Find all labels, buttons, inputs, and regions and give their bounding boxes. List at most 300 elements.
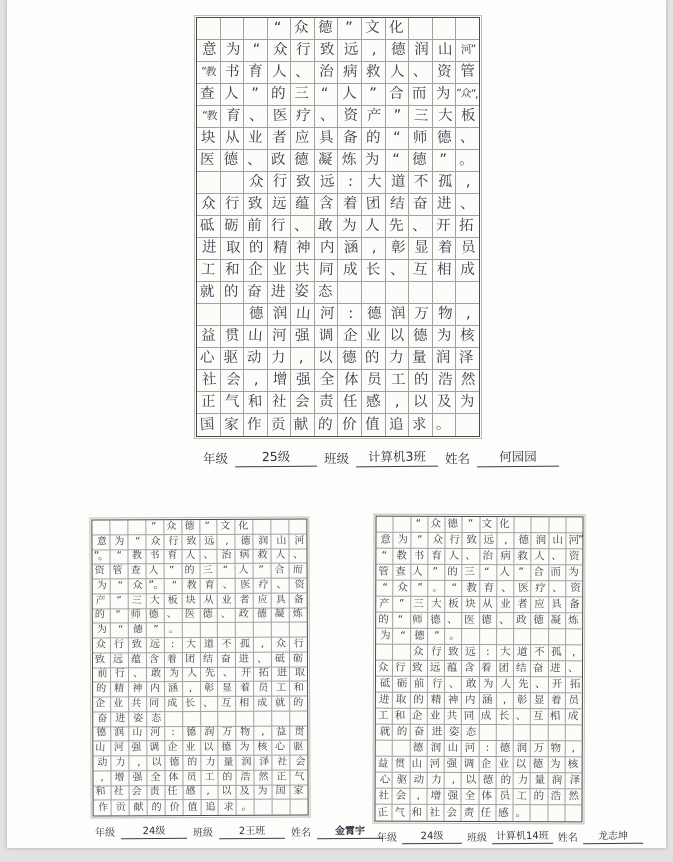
handwritten-character: 感 xyxy=(365,393,382,411)
handwritten-character: 、 xyxy=(535,678,546,691)
handwritten-character: 不 xyxy=(534,646,545,659)
grid-cell xyxy=(254,593,272,608)
grid-cell xyxy=(290,667,307,682)
grid-cell xyxy=(428,581,445,597)
grid-cell xyxy=(92,520,110,535)
grid-cell xyxy=(165,638,183,653)
handwritten-character: 神 xyxy=(296,240,311,257)
grid-cell xyxy=(386,172,410,194)
handwritten-character: 求 xyxy=(223,801,234,813)
grid-cell xyxy=(93,609,111,624)
grid-cell xyxy=(480,597,497,613)
grid-cell xyxy=(221,326,245,348)
grid-cell xyxy=(462,757,479,773)
manuscript-row xyxy=(93,593,307,609)
handwritten-character: 合 xyxy=(388,86,404,103)
handwritten-character: “ xyxy=(321,86,330,103)
manuscript-row xyxy=(376,597,582,614)
grid-cell xyxy=(164,623,182,638)
grid-cell xyxy=(268,414,292,436)
grid-cell xyxy=(218,608,236,623)
grid-cell xyxy=(290,579,307,594)
handwritten-character: , xyxy=(503,694,507,707)
grid-cell xyxy=(291,106,315,128)
grid-cell xyxy=(362,18,386,40)
handwritten-character: 为 xyxy=(169,668,180,680)
grid-cell xyxy=(218,535,236,550)
grid-cell xyxy=(338,216,362,238)
handwritten-character: 资 xyxy=(343,108,358,125)
paper-footer-bottom-left xyxy=(95,822,383,839)
handwritten-character: 进 xyxy=(378,693,390,707)
grid-cell xyxy=(497,581,514,597)
grid-cell xyxy=(200,623,218,638)
grid-cell xyxy=(532,581,549,597)
grid-cell xyxy=(244,106,268,128)
name-label: 姓名 xyxy=(445,452,471,466)
grid-cell xyxy=(362,216,386,238)
handwritten-character: 润 xyxy=(241,756,252,768)
grid-cell xyxy=(315,238,339,260)
handwritten-character: 德 xyxy=(411,151,427,169)
grid-cell xyxy=(566,629,582,645)
handwritten-character: 气 xyxy=(293,770,305,783)
grid-cell xyxy=(244,348,268,370)
grid-cell xyxy=(128,579,146,594)
grid-cell xyxy=(409,150,433,172)
grid-cell xyxy=(462,709,479,725)
grid-cell xyxy=(513,805,530,821)
grid-cell xyxy=(566,661,582,677)
grid-cell xyxy=(182,549,200,564)
grid-cell xyxy=(272,608,290,623)
handwritten-character: 孤 xyxy=(551,646,563,659)
handwritten-character: , xyxy=(466,174,472,191)
grid-cell xyxy=(183,800,201,815)
handwritten-character: 块 xyxy=(465,597,477,611)
handwritten-character: 心 xyxy=(379,773,391,787)
grid-cell xyxy=(183,771,201,786)
grid-cell xyxy=(183,756,201,771)
grid-cell xyxy=(409,414,433,436)
handwritten-character: 者 xyxy=(239,594,250,606)
manuscript-row xyxy=(376,677,582,694)
handwritten-character: 浩 xyxy=(550,790,562,803)
handwritten-character: 德 xyxy=(220,741,232,754)
handwritten-character: 河 xyxy=(150,727,161,739)
handwritten-character: 彰 xyxy=(390,240,406,257)
handwritten-character: 员 xyxy=(366,372,382,389)
handwritten-character: 教 xyxy=(466,582,478,595)
grid-cell xyxy=(291,150,315,172)
grid-cell xyxy=(93,565,111,580)
grid-cell xyxy=(164,564,182,579)
grid-cell xyxy=(433,370,457,392)
handwritten-character: 价 xyxy=(169,801,180,813)
handwritten-character: 企 xyxy=(248,262,263,279)
manuscript-row xyxy=(197,18,479,40)
grid-cell xyxy=(386,194,410,216)
grade-label: 年级 xyxy=(95,828,115,839)
handwritten-character: 润 xyxy=(258,535,269,547)
grid-cell xyxy=(548,677,565,693)
grid-cell xyxy=(128,535,146,550)
handwritten-character: 强 xyxy=(295,328,310,345)
manuscript-row xyxy=(197,84,479,106)
handwritten-character: 医 xyxy=(272,107,288,125)
handwritten-character: 追 xyxy=(388,416,404,434)
grid-cell xyxy=(244,18,268,40)
handwritten-character: 社 xyxy=(429,806,440,819)
grid-cell xyxy=(221,304,245,326)
handwritten-character: , xyxy=(451,774,456,787)
handwritten-character: 师 xyxy=(130,609,142,621)
grid-cell xyxy=(548,789,565,805)
handwritten-character: 德 xyxy=(447,517,459,531)
grid-cell xyxy=(244,194,268,216)
grid-cell xyxy=(411,533,428,549)
handwritten-character: 员 xyxy=(186,771,197,783)
handwritten-character: 为 xyxy=(435,85,451,103)
grid-cell xyxy=(221,18,245,40)
handwritten-character: 物 xyxy=(550,742,562,755)
handwritten-character: 着 xyxy=(342,196,358,213)
grid-cell xyxy=(433,84,457,106)
handwritten-character: 敢 xyxy=(317,217,333,235)
handwritten-character: 、 xyxy=(294,63,311,81)
handwritten-character: 物 xyxy=(240,727,251,739)
manuscript-row xyxy=(197,216,479,238)
handwritten-character: 力 xyxy=(388,349,404,367)
handwritten-character: 共 xyxy=(294,261,311,279)
grid-cell xyxy=(566,677,582,693)
grid-cell xyxy=(514,773,531,789)
grid-cell xyxy=(182,564,200,579)
grid-cell xyxy=(200,535,218,550)
handwritten-character: 山 xyxy=(295,305,312,323)
handwritten-character: 、 xyxy=(166,609,178,621)
grid-cell xyxy=(93,697,111,712)
handwritten-character: 心 xyxy=(199,349,215,367)
grid-cell xyxy=(409,216,433,238)
grid-cell xyxy=(315,282,339,304)
grid-cell xyxy=(445,773,462,789)
grid-cell xyxy=(273,785,291,800)
grid-cell xyxy=(236,653,254,668)
name-value: 金霄宇 xyxy=(317,822,383,840)
grid-cell xyxy=(386,106,410,128)
grid-cell xyxy=(291,800,308,815)
handwritten-character: 体 xyxy=(481,790,493,803)
handwritten-character: 量 xyxy=(223,756,234,768)
manuscript-row xyxy=(93,741,307,757)
grid-cell xyxy=(273,756,291,771)
handwritten-character: ” xyxy=(258,564,265,576)
handwritten-character: 德 xyxy=(184,520,195,533)
scanned-page xyxy=(7,0,666,848)
handwritten-character: 开 xyxy=(240,668,252,680)
grid-cell xyxy=(236,608,254,623)
handwritten-character: 万 xyxy=(413,305,430,323)
grid-cell xyxy=(531,661,548,677)
handwritten-character: 成 xyxy=(567,710,579,723)
handwritten-character: 润 xyxy=(535,534,547,547)
handwritten-character: “ xyxy=(416,533,424,547)
grid-cell xyxy=(497,629,514,645)
handwritten-character: 值 xyxy=(365,416,380,433)
manuscript-row xyxy=(376,581,582,598)
grid-cell xyxy=(480,645,497,661)
class-label: 班级 xyxy=(193,828,213,839)
handwritten-character: 众 xyxy=(248,174,264,191)
handwritten-character: 人 xyxy=(534,550,546,563)
grid-cell xyxy=(290,549,307,564)
handwritten-character: 道 xyxy=(390,174,406,191)
handwritten-character: 含 xyxy=(149,653,160,665)
handwritten-character: “教 xyxy=(201,108,217,123)
grid-cell xyxy=(110,520,128,535)
handwritten-character: 力 xyxy=(115,757,127,769)
grid-cell xyxy=(462,629,479,645)
grid-cell xyxy=(272,652,290,667)
grid-cell xyxy=(428,613,445,629)
handwritten-character: 蕴 xyxy=(446,661,458,675)
grid-cell xyxy=(291,18,315,40)
handwritten-character: ” xyxy=(116,594,123,607)
handwritten-character: 的 xyxy=(184,565,195,577)
manuscript-row xyxy=(376,725,582,742)
grid-cell xyxy=(565,725,581,741)
grid-cell xyxy=(200,594,218,609)
handwritten-character: 态 xyxy=(317,284,333,301)
handwritten-character: 意 xyxy=(96,536,107,548)
grid-cell xyxy=(129,668,147,683)
grid-cell xyxy=(497,645,514,661)
grid-cell xyxy=(548,661,565,677)
handwritten-character: ” xyxy=(250,85,259,103)
handwritten-character: 同 xyxy=(463,710,475,723)
grid-cell xyxy=(548,709,565,725)
handwritten-character: 和 xyxy=(224,262,240,279)
handwritten-character: 开 xyxy=(552,678,563,691)
handwritten-character: “ xyxy=(399,629,406,643)
grid-cell xyxy=(291,194,315,216)
handwritten-character: 显 xyxy=(414,240,429,257)
handwritten-character: 任 xyxy=(167,786,178,798)
grid-cell xyxy=(147,609,165,624)
handwritten-character: 德 xyxy=(148,609,160,621)
handwritten-character: 远 xyxy=(204,535,215,547)
grid-cell xyxy=(221,172,245,194)
grid-cell xyxy=(338,282,362,304)
grid-cell xyxy=(244,260,268,282)
handwritten-character: 力 xyxy=(270,349,286,367)
handwritten-character: 感 xyxy=(498,806,509,819)
grid-cell xyxy=(268,106,292,128)
grid-cell xyxy=(386,370,410,392)
handwritten-character: : xyxy=(347,174,354,191)
grid-cell xyxy=(183,785,201,800)
grid-cell xyxy=(376,613,393,629)
grid-cell xyxy=(549,613,566,629)
grid-cell xyxy=(393,613,410,629)
handwritten-character: 为 xyxy=(483,678,495,691)
handwritten-character: 互 xyxy=(532,710,544,723)
manuscript-row xyxy=(93,638,307,654)
handwritten-character: ” xyxy=(204,520,211,532)
grid-cell xyxy=(565,773,581,789)
handwritten-character: 的 xyxy=(500,774,511,787)
grid-cell xyxy=(290,608,307,623)
handwritten-character: 、 xyxy=(460,129,476,147)
grid-cell xyxy=(268,238,292,260)
grid-cell xyxy=(409,172,433,194)
grid-cell xyxy=(244,150,268,172)
handwritten-character: 动 xyxy=(246,350,262,367)
grid-cell xyxy=(497,597,514,613)
handwritten-character: 政 xyxy=(270,151,286,169)
grid-cell xyxy=(386,348,410,370)
handwritten-character: 泽 xyxy=(258,756,270,768)
grade-value: 24级 xyxy=(402,827,462,845)
grid-cell xyxy=(549,565,566,581)
handwritten-character: 。 xyxy=(168,624,180,636)
grid-cell xyxy=(456,172,479,194)
grid-cell xyxy=(497,517,514,533)
grid-cell xyxy=(411,613,428,629)
manuscript-row xyxy=(376,709,582,726)
grid-cell xyxy=(514,661,531,677)
handwritten-character: 板 xyxy=(461,108,477,125)
handwritten-character: 成 xyxy=(480,710,493,723)
grid-cell xyxy=(445,565,462,581)
grid-cell xyxy=(315,414,339,436)
grid-cell xyxy=(290,564,307,579)
grid-cell xyxy=(514,645,531,661)
grid-cell xyxy=(268,18,292,40)
handwritten-character: 成 xyxy=(460,262,475,279)
grid-cell xyxy=(197,128,221,150)
grid-cell xyxy=(254,652,272,667)
grid-cell xyxy=(496,757,513,773)
handwritten-character: 为 xyxy=(96,580,108,592)
grid-cell xyxy=(291,370,315,392)
grid-cell xyxy=(94,786,112,801)
handwritten-character: 众 xyxy=(431,533,443,547)
manuscript-row xyxy=(197,62,479,84)
grid-cell xyxy=(338,172,362,194)
grid-cell xyxy=(244,304,268,326)
manuscript-row xyxy=(376,773,582,790)
handwritten-character: 取 xyxy=(395,693,407,707)
handwritten-character: 山 xyxy=(275,535,287,547)
grid-cell xyxy=(456,40,479,62)
handwritten-character: 的 xyxy=(96,683,107,695)
handwritten-character: 德 xyxy=(249,306,264,323)
grid-cell xyxy=(290,711,307,726)
grid-cell xyxy=(147,682,165,697)
grid-cell xyxy=(433,194,457,216)
handwritten-character: 三 xyxy=(464,566,476,579)
grid-cell xyxy=(386,282,410,304)
grid-cell xyxy=(479,677,496,693)
grid-cell xyxy=(445,613,462,629)
handwritten-character: 师 xyxy=(412,613,424,627)
handwritten-character: 、 xyxy=(220,609,231,621)
grid-cell xyxy=(394,549,411,565)
manuscript-row xyxy=(376,613,582,630)
grid-cell xyxy=(462,661,479,677)
manuscript-row xyxy=(93,623,307,639)
handwritten-character: 驱 xyxy=(292,741,304,753)
handwritten-character: 救 xyxy=(516,550,529,563)
grid-cell xyxy=(566,645,582,661)
grid-cell xyxy=(237,785,255,800)
grid-cell xyxy=(531,773,548,789)
grade-value: 24级 xyxy=(121,822,187,840)
grid-cell xyxy=(427,757,444,773)
grid-cell xyxy=(445,629,462,645)
handwritten-character: 进 xyxy=(436,196,452,213)
handwritten-character: 河” xyxy=(460,42,477,57)
grid-cell xyxy=(218,594,236,609)
grid-cell xyxy=(254,623,272,638)
grid-cell xyxy=(291,238,315,260)
handwritten-character: 同 xyxy=(318,261,334,279)
grid-cell xyxy=(338,238,362,260)
handwritten-character: 的 xyxy=(365,130,381,147)
handwritten-character: 进 xyxy=(276,667,287,680)
grid-cell xyxy=(514,757,531,773)
handwritten-character: 的 xyxy=(223,283,239,301)
grid-cell xyxy=(111,771,129,786)
grid-cell xyxy=(463,533,480,549)
handwritten-character: 取 xyxy=(225,239,241,257)
grid-cell xyxy=(428,565,445,581)
handwritten-character: 拓 xyxy=(258,668,269,680)
manuscript-row xyxy=(376,533,582,550)
handwritten-character: 化 xyxy=(238,520,249,532)
grid-cell xyxy=(433,326,457,348)
grid-cell xyxy=(315,128,339,150)
grid-cell xyxy=(197,392,221,414)
handwritten-character: 家 xyxy=(223,416,239,434)
grid-cell xyxy=(129,786,147,801)
grid-cell xyxy=(221,282,245,304)
handwritten-character: 会 xyxy=(395,789,407,803)
handwritten-character: 、 xyxy=(246,152,262,169)
grid-cell xyxy=(386,414,410,436)
grid-cell xyxy=(290,682,307,697)
grid-cell xyxy=(479,661,496,677)
grid-cell xyxy=(362,370,386,392)
handwritten-character: 姿 xyxy=(133,712,144,724)
grid-cell xyxy=(255,785,273,800)
grid-cell xyxy=(428,661,445,677)
handwritten-character: 备 xyxy=(568,598,580,611)
handwritten-character: ” xyxy=(169,565,175,577)
handwritten-character: 、 xyxy=(411,217,428,235)
grid-cell xyxy=(479,773,496,789)
handwritten-character: 姿 xyxy=(294,284,309,301)
handwritten-character: , xyxy=(504,534,509,547)
handwritten-character: 贯 xyxy=(293,726,305,739)
handwritten-character: 致 xyxy=(466,534,478,547)
grid-cell xyxy=(514,581,531,597)
handwritten-character: 河 xyxy=(271,328,287,345)
handwritten-character: 炼 xyxy=(341,152,357,169)
grid-cell xyxy=(244,62,268,84)
